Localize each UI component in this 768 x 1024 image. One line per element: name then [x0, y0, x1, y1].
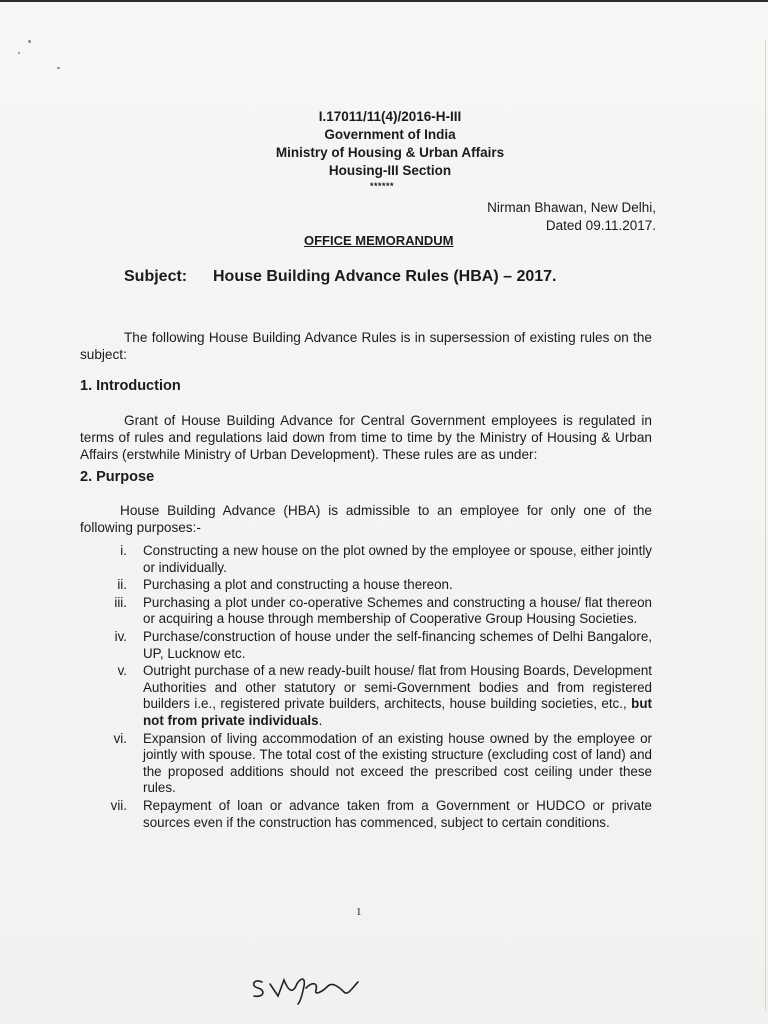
- subject-label: Subject:: [124, 268, 188, 285]
- file-reference: I.17011/11(4)/2016-H-III: [318, 109, 462, 124]
- section-1-paragraph: [80, 412, 652, 463]
- ministry-line: Ministry of Housing & Urban Affairs: [275, 145, 505, 160]
- date-line: Dated 09.11.2017.: [545, 218, 656, 233]
- page-number: 1: [356, 906, 362, 918]
- list-item: [96, 731, 652, 797]
- list-item-number: vii.: [110, 797, 127, 813]
- document-header: [200, 108, 580, 180]
- memo-title: OFFICE MEMORANDUM: [304, 233, 454, 248]
- list-item-text: Purchasing a plot and constructing a house thereon.: [143, 577, 453, 593]
- scan-edge-top: [0, 0, 768, 2]
- list-item: [96, 798, 652, 831]
- list-item-text: Expansion of living accommodation of an existing house owned by the employee or jointly with spouse. The total cost of the existing structure (excluding cost of land) and the proposed additions should not exceed the prescribed cost ceiling under these rules.: [143, 730, 652, 796]
- list-item: [96, 577, 652, 594]
- list-item-text: Purchase/construction of house under the self-financing schemes of Delhi Bangalore, UP, Lucknow etc.: [143, 628, 652, 661]
- list-item-number: iii.: [114, 594, 127, 610]
- section-2-text: House Building Advance (HBA) is admissible to an employee for only one of the following purposes:-: [80, 503, 652, 535]
- list-item-text-tail: .: [318, 712, 323, 728]
- list-item: [96, 543, 652, 576]
- scan-speck: [28, 40, 31, 43]
- header-separator-stars: ******: [370, 181, 395, 191]
- list-item-number: ii.: [117, 577, 127, 593]
- list-item: [96, 595, 652, 628]
- section-1-heading: 1. Introduction: [80, 378, 181, 394]
- section-1-text: Grant of House Building Advance for Central Government employees is regulated in terms of rules and regulations laid down from time to time by the Ministry of Housing & Urban Affairs (erstwhile Ministry of Urban Development). These rules are as under:: [80, 413, 652, 462]
- section-line: Housing-III Section: [328, 163, 452, 178]
- purpose-list: [96, 543, 652, 832]
- scan-speck: [57, 67, 60, 69]
- list-item: [96, 629, 652, 662]
- list-item-text: Constructing a new house on the plot owned by the employee or spouse, either jointly or individually.: [143, 543, 652, 575]
- list-item: [96, 663, 652, 729]
- scan-edge-right: [765, 40, 766, 1010]
- handwritten-signature-icon: [248, 968, 368, 1008]
- list-item-text-main: Outright purchase of a new ready-built house/ flat from Housing Boards, Development Authorities and other statutory or semi-Government bodies and from registered builders i.e., registered private builders, architects, house building societies, etc.,: [143, 663, 652, 712]
- list-item-number: iv.: [114, 628, 127, 644]
- list-item-number: i.: [120, 543, 127, 558]
- subject-text: House Building Advance Rules (HBA) – 2017.: [213, 268, 557, 285]
- section-2-heading: 2. Purpose: [80, 469, 155, 485]
- place-line: Nirman Bhawan, New Delhi,: [487, 200, 656, 215]
- intro-text: The following House Building Advance Rules is in supersession of existing rules on the subject:: [80, 330, 652, 362]
- list-item-text: Purchasing a plot under co-operative Schemes and constructing a house/ flat thereon or acquiring a house through membership of Cooperative Group Housing Societies.: [143, 594, 652, 627]
- government-line: Government of India: [324, 127, 456, 142]
- list-item-number: v.: [117, 663, 127, 679]
- place-and-date: [487, 199, 656, 235]
- emphasis-text: but not from private individuals: [143, 696, 652, 728]
- list-item-text: [143, 663, 652, 729]
- scan-speck: [18, 52, 20, 54]
- list-item-number: vi.: [113, 730, 127, 746]
- section-2-paragraph: [80, 502, 652, 536]
- subject-line: [124, 268, 556, 286]
- list-item-text: Repayment of loan or advance taken from a Government or HUDCO or private sources even if the construction has commenced, subject to certain conditions.: [143, 797, 652, 830]
- intro-paragraph: [80, 329, 652, 363]
